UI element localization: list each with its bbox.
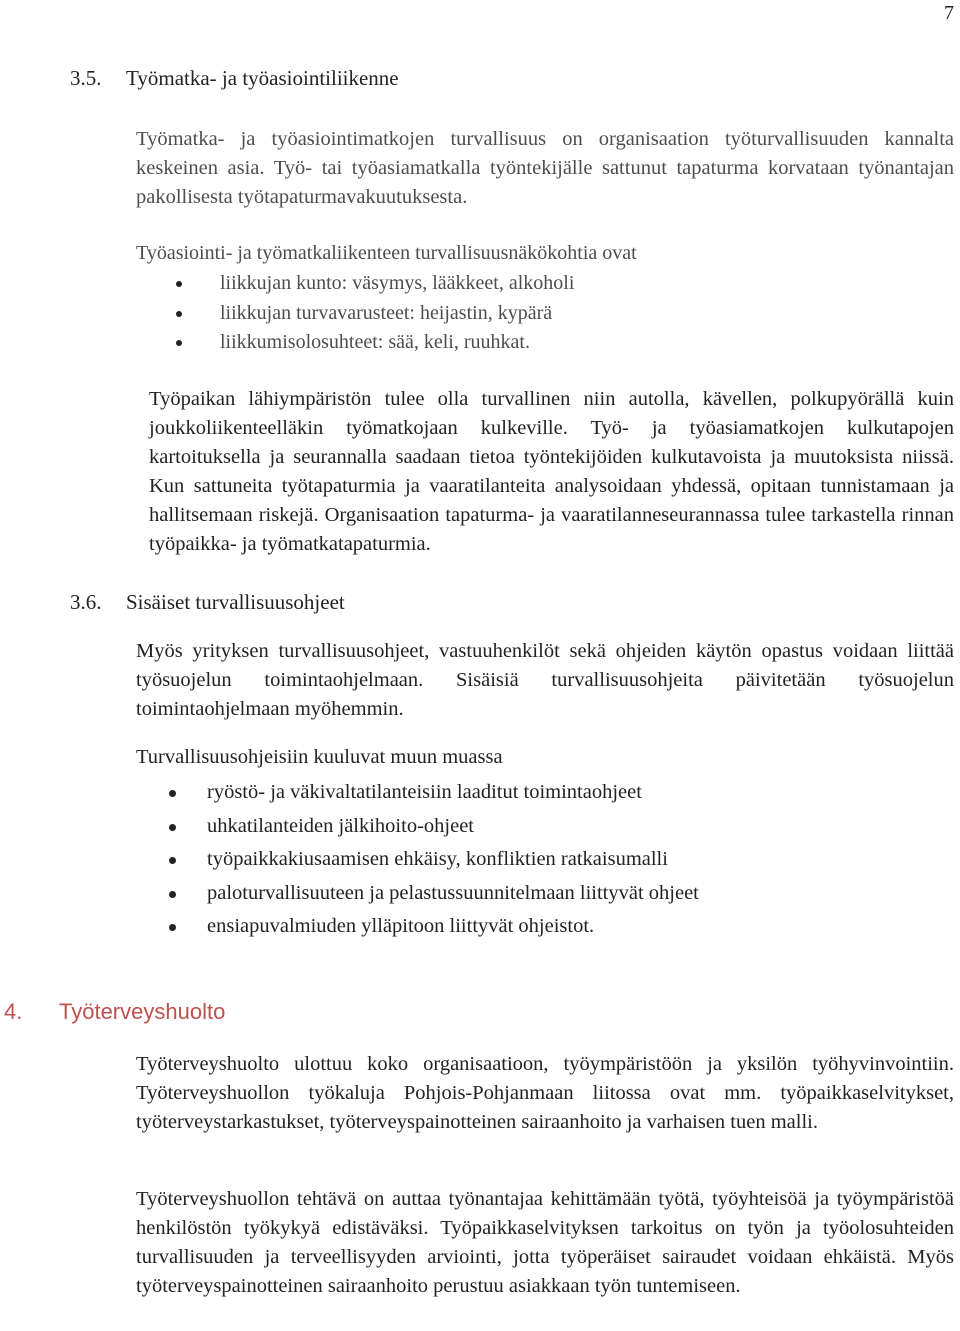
list-item: liikkumisolosuhteet: sää, keli, ruuhkat.: [220, 328, 574, 358]
list-item: uhkatilanteiden jälkihoito-ohjeet: [207, 810, 699, 844]
list-intro: Työasiointi- ja työmatkaliikenteen turvallisuusnäkökohtia ovat: [136, 242, 637, 264]
chapter-title: Työterveyshuolto: [59, 999, 226, 1024]
section-heading-3-6: [70, 590, 345, 615]
chapter-heading-4: [4, 999, 225, 1025]
paragraph: Työmatka- ja työasiointimatkojen turvallisuus on organisaation työturvallisuuden kannalta keskeinen asia. Työ- tai työasiamatkalla työntekijälle sattunut tapaturma korvataan työnantajan pakollisesta työtapaturmavakuutuksesta.: [136, 128, 954, 208]
bullet-list: [207, 776, 699, 944]
section-heading-3-5: [70, 66, 399, 91]
paragraph: Työterveyshuollon tehtävä on auttaa työnantajaa kehittämään työtä, työyhteisöä ja työympäristöä henkilöstön työkykyä edistäväksi. Työpaikkaselvityksen tarkoitus on työn ja työolosuhteiden turvallisuuden ja terveellisyyden arviointi, jotta työperäiset sairaudet voidaan ehkäistä. Myös työterveyspainotteinen sairaanhoito perustuu asiakkaan työn tuntemiseen.: [136, 1188, 954, 1297]
list-item: ryöstö- ja väkivaltatilanteisiin laaditut toimintaohjeet: [207, 776, 699, 810]
list-item: liikkujan turvavarusteet: heijastin, kypärä: [220, 299, 574, 329]
list-item: paloturvallisuuteen ja pelastussuunnitelmaan liittyvät ohjeet: [207, 877, 699, 911]
section-number: 3.5.: [70, 66, 102, 90]
list-item: liikkujan kunto: väsymys, lääkkeet, alkoholi: [220, 269, 574, 299]
section-title: Sisäiset turvallisuusohjeet: [126, 590, 345, 614]
paragraph: Työpaikan lähiympäristön tulee olla turvallinen niin autolla, kävellen, polkupyörällä kuin joukkoliikenteelläkin työmatkojaan kulkeville. Työ- ja työasiamatkojen kulkutapojen kartoituksella ja seurannalla saadaan tietoa työntekijöiden kulkutavoista ja muutoksista niissä. Kun sattuneita työtapaturmia ja vaaratilanteita analysoidaan yhdessä, opitaan tunnistamaan ja hallitsemaan riskejä. Organisaation tapaturma- ja vaaratilanneseurannassa tulee tarkastella rinnan työpaikka- ja työmatkatapaturmia.: [149, 388, 954, 555]
list-item: työpaikkakiusaamisen ehkäisy, konfliktien ratkaisumalli: [207, 843, 699, 877]
list-intro: Turvallisuusohjeisiin kuuluvat muun muassa: [136, 746, 503, 768]
bullet-list: [220, 269, 574, 358]
chapter-number: 4.: [4, 999, 23, 1024]
paragraph: Työterveyshuolto ulottuu koko organisaatioon, työympäristöön ja yksilön työhyvinvointiin. Työterveyshuollon työkaluja Pohjois-Pohjanmaan liitossa ovat mm. työpaikkaselvitykset, työterveystarkastukset, työterveyspainotteinen sairaanhoito ja varhaisen tuen malli.: [136, 1053, 954, 1133]
section-title: Työmatka- ja työasiointiliikenne: [126, 66, 399, 90]
list-item: ensiapuvalmiuden ylläpitoon liittyvät ohjeistot.: [207, 910, 699, 944]
page-number: 7: [944, 2, 954, 24]
paragraph: Myös yrityksen turvallisuusohjeet, vastuuhenkilöt sekä ohjeiden käytön opastus voidaan liittää työsuojelun toimintaohjelmaan. Sisäisiä turvallisuusohjeita päivitetään työsuojelun toimintaohjelmaan myöhemmin.: [136, 640, 954, 720]
section-number: 3.6.: [70, 590, 102, 614]
